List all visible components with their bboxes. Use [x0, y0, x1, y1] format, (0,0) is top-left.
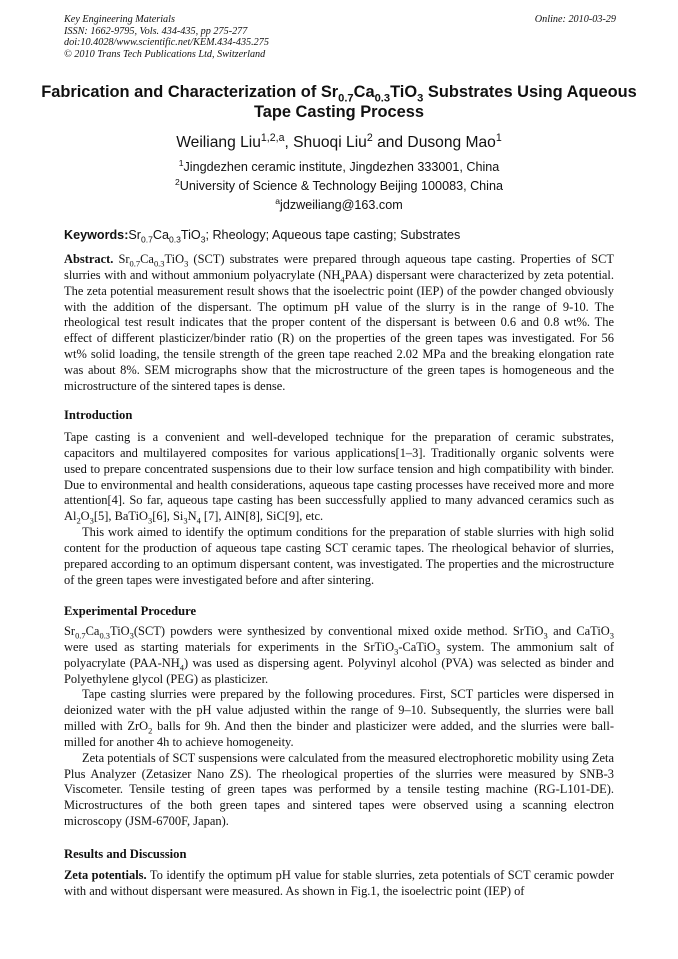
intro-paragraph-2: This work aimed to identify the optimum conditions for the preparation of stable slurries with high solid content for the production of aqueous tape casting SCT ceramic tapes. The rheological behavior of slurries, prepared according to an optimum dispersant content, was investigated. The properties and the microstructure of the green tapes were investigated before and after sintering. — [64, 525, 614, 587]
results-heading: Results and Discussion — [64, 847, 187, 861]
copyright-line: © 2010 Trans Tech Publications Ltd, Switzerland — [64, 48, 266, 60]
affiliation-2: $^2$University of Science & Technology Beijing 100083, China — [175, 176, 503, 193]
online-date: Online: 2010-03-29 — [534, 14, 616, 25]
abstract-label: Abstract. — [64, 252, 114, 266]
issn-line: ISSN: 1662-9795, Vols. 434-435, pp 275-277 — [64, 25, 248, 37]
experimental-paragraph-3: Zeta potentials of SCT suspensions were calculated from the measured electrophoretic mobility using Zeta Plus Analyzer (Zetasizer Nano ZS). The rheological properties of the slurries were measured by SNB-3 Viscometer. Tensile testing of green tapes was performed by a tensile testing machine (RG-L101-DE). Microstructures of the both green tapes and sintered tapes were observed using a scanning electron microscopy (JSM-6700F, Japan). — [64, 750, 614, 829]
paper-title: Fabrication and Characterization of $Sr_{0.7}Ca_{0.3}TiO_3$ Substrates Using Aqueous Tape Casting Process — [41, 83, 637, 121]
experimental-paragraph-2: Tape casting slurries were prepared by the following procedures. First, SCT particles were dispersed in deionized water with the pH value adjusted within the range of 9–10. Subsequently, the slurries were ball milled with ZrO$_2$ balls for 9h. And then the binder and plasticizer were added, and the slurries were ball-milled for another 4h to achieve homogeneity. — [64, 687, 614, 749]
introduction-body — [64, 430, 614, 588]
author-list: Weiliang Liu$^{1,2,a}$, Shuoqi Liu$^2$ and Dusong Mao$^1$ — [176, 131, 502, 151]
affiliation-1: $^1$Jingdezhen ceramic institute, Jingdezhen 333001, China — [178, 157, 500, 174]
doi-line: doi:10.4028/www.scientific.net/KEM.434-435.275 — [64, 37, 269, 49]
experimental-paragraph-1: $Sr_{0.7}Ca_{0.3}TiO_3(SCT)$ powders were synthesized by conventional mixed oxide method. SrTiO$_3$ and CaTiO$_3$ were used as starting materials for experiments in the SrTiO$_3$-CaTiO$_3$ system. The ammonium salt of polyacrylate $(PAA-NH_4)$ was used as dispersing agent. Polyvinyl alcohol (PVA) was selected as binder and Polyethylene glycol (PEG) as plasticizer. — [64, 624, 614, 686]
results-paragraph-1: Zeta potentials. To identify the optimum pH value for stable slurries, zeta potentials of SCT ceramic powder with and without dispersant were measured. As shown in Fig.1, the isoelectric point (IEP) of — [64, 868, 614, 898]
journal-name: Key Engineering Materials — [64, 14, 175, 25]
author-email: $^a$jdzweiliang@163.com — [275, 195, 403, 212]
keywords-label: Keywords: — [64, 228, 129, 242]
experimental-heading: Experimental Procedure — [64, 604, 197, 618]
journal-header — [64, 14, 616, 60]
keywords-line: $Keywords:Sr_{0.7}Ca_{0.3}TiO_3$; Rheology; Aqueous tape casting; Substrates — [64, 228, 461, 245]
results-body — [64, 868, 614, 900]
zeta-potentials-label: Zeta potentials. — [64, 868, 147, 882]
introduction-heading: Introduction — [64, 408, 133, 422]
experimental-body — [64, 624, 614, 830]
intro-paragraph-1: Tape casting is a convenient and well-developed technique for the preparation of ceramic substrates, capacitors and multilayered composites for various applications[1–3]. Traditionally organic solvents were used to prepare concentrated suspensions due to their low surface tension and high compatibility with binder. Due to environmental and health considerations, aqueous tape casting processes have received more and more attention[4]. So far, aqueous tape casting has been successfully applied to many advanced ceramics such as $Al_2O_3[5]$, BaTiO$_3$[6], $Si_3N_4$ [7], AlN[8], SiC[9], etc. — [64, 430, 614, 526]
abstract: Abstract. $Sr_{0.7}Ca_{0.3}TiO_3$ (SCT) substrates were prepared through aqueous tape casting. Properties of SCT slurries with and without ammonium polyacrylate $(NH_4PAA)$ dispersant were characterized by zeta potential. The zeta potential measurement result shows that the isoelectric point (IEP) of the powder changed obviously with the addition of the dispersant. The optimum pH value of the slurry is in the range of 9-10. The rheological test result indicates that the proper content of the dispersant is between 0.6 and 0.8 wt%. The effect of different plasticizer/binder ratio (R) on the properties of the green tapes was investigated. For 56 wt% solid loading, the tensile strength of the green tape reached 2.02 MPa and the breaking elongation rate was about 8%. SEM micrographs show that the microstructure of the green tapes is homogeneous and the microstructure of the sintered tapes is dense. — [64, 252, 614, 393]
